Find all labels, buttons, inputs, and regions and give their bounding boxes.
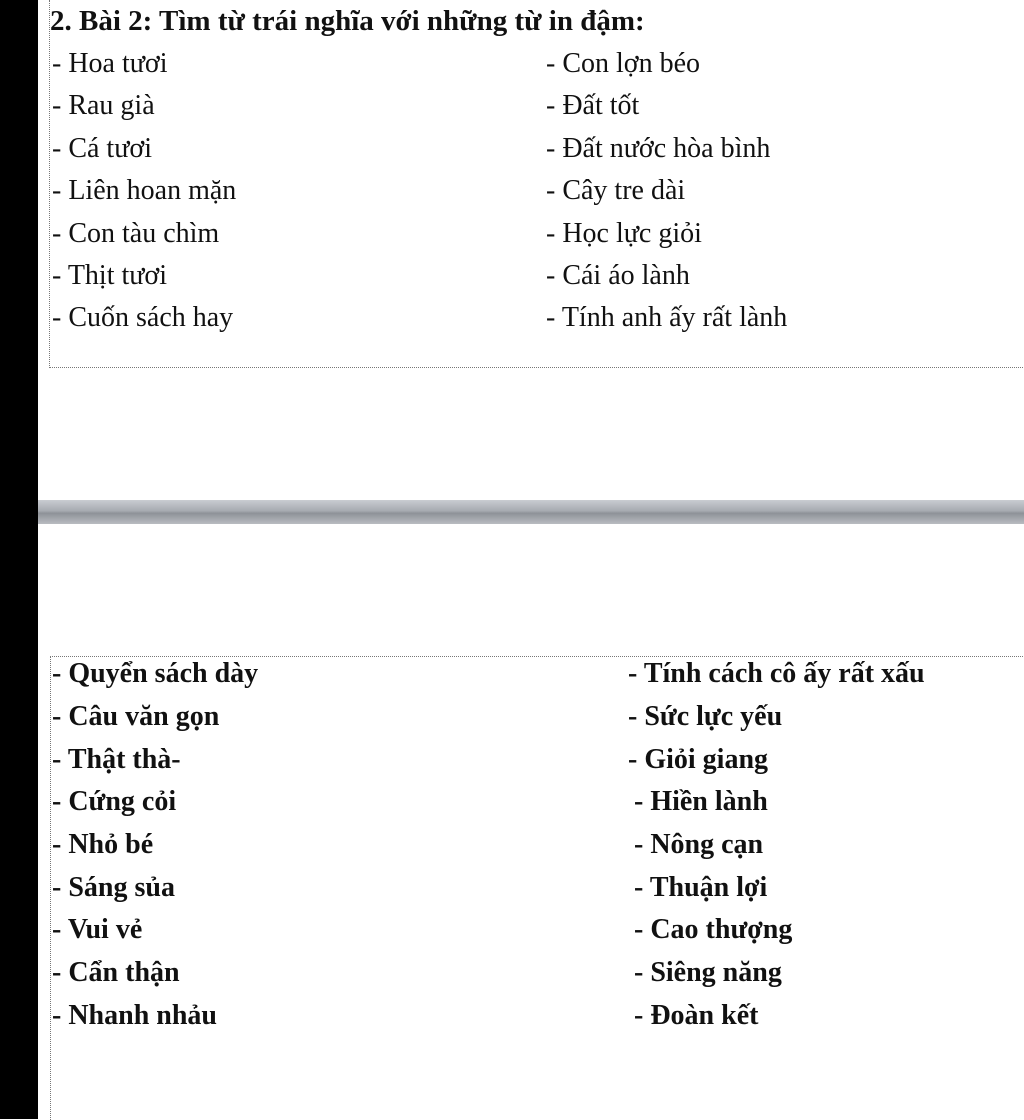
list-item: - Cá tươi	[52, 133, 152, 164]
list-item: - Siêng năng	[634, 957, 782, 988]
list-item: - Vui vẻ	[52, 914, 143, 945]
list-item: - Rau già	[52, 90, 155, 121]
list-item: - Tính anh ấy rất lành	[546, 302, 788, 333]
left-black-margin	[0, 0, 38, 1119]
list-item: - Giỏi giang	[628, 744, 769, 775]
list-item: - Thịt tươi	[52, 260, 168, 291]
list-item: - Tính cách cô ấy rất xấu	[628, 658, 925, 689]
list-item: - Hoa tươi	[52, 48, 168, 79]
list-item: - Học lực giỏi	[546, 218, 702, 249]
list-item: - Cao thượng	[634, 914, 793, 945]
list-item: - Sáng sủa	[52, 872, 175, 903]
list-item: - Con lợn béo	[546, 48, 701, 79]
list-item: - Nông cạn	[634, 829, 764, 860]
list-item: - Sức lực yếu	[628, 701, 783, 732]
list-item: - Hiền lành	[634, 786, 768, 817]
list-item: - Thuận lợi	[634, 872, 768, 903]
list-item: - Câu văn gọn	[52, 701, 220, 732]
list-item: - Cẩn thận	[52, 957, 180, 988]
list-item: - Đất tốt	[546, 90, 640, 121]
list-item: - Thật thà-	[52, 744, 181, 775]
exercise-title: 2. Bài 2: Tìm từ trái nghĩa với những từ in đậm:	[50, 5, 645, 37]
list-item: - Cứng cỏi	[52, 786, 177, 817]
list-item: - Cây tre dài	[546, 175, 686, 206]
page-separator	[38, 500, 1024, 524]
list-item: - Cuốn sách hay	[52, 302, 234, 333]
list-item: - Nhỏ bé	[52, 829, 154, 860]
list-item: - Liên hoan mặn	[52, 175, 237, 206]
list-item: - Quyển sách dày	[52, 658, 259, 689]
list-item: - Cái áo lành	[546, 260, 690, 291]
list-item: - Nhanh nhảu	[52, 1000, 217, 1031]
list-item: - Đất nước hòa bình	[546, 133, 771, 164]
list-item: - Con tàu chìm	[52, 218, 220, 249]
list-item: - Đoàn kết	[634, 1000, 759, 1031]
